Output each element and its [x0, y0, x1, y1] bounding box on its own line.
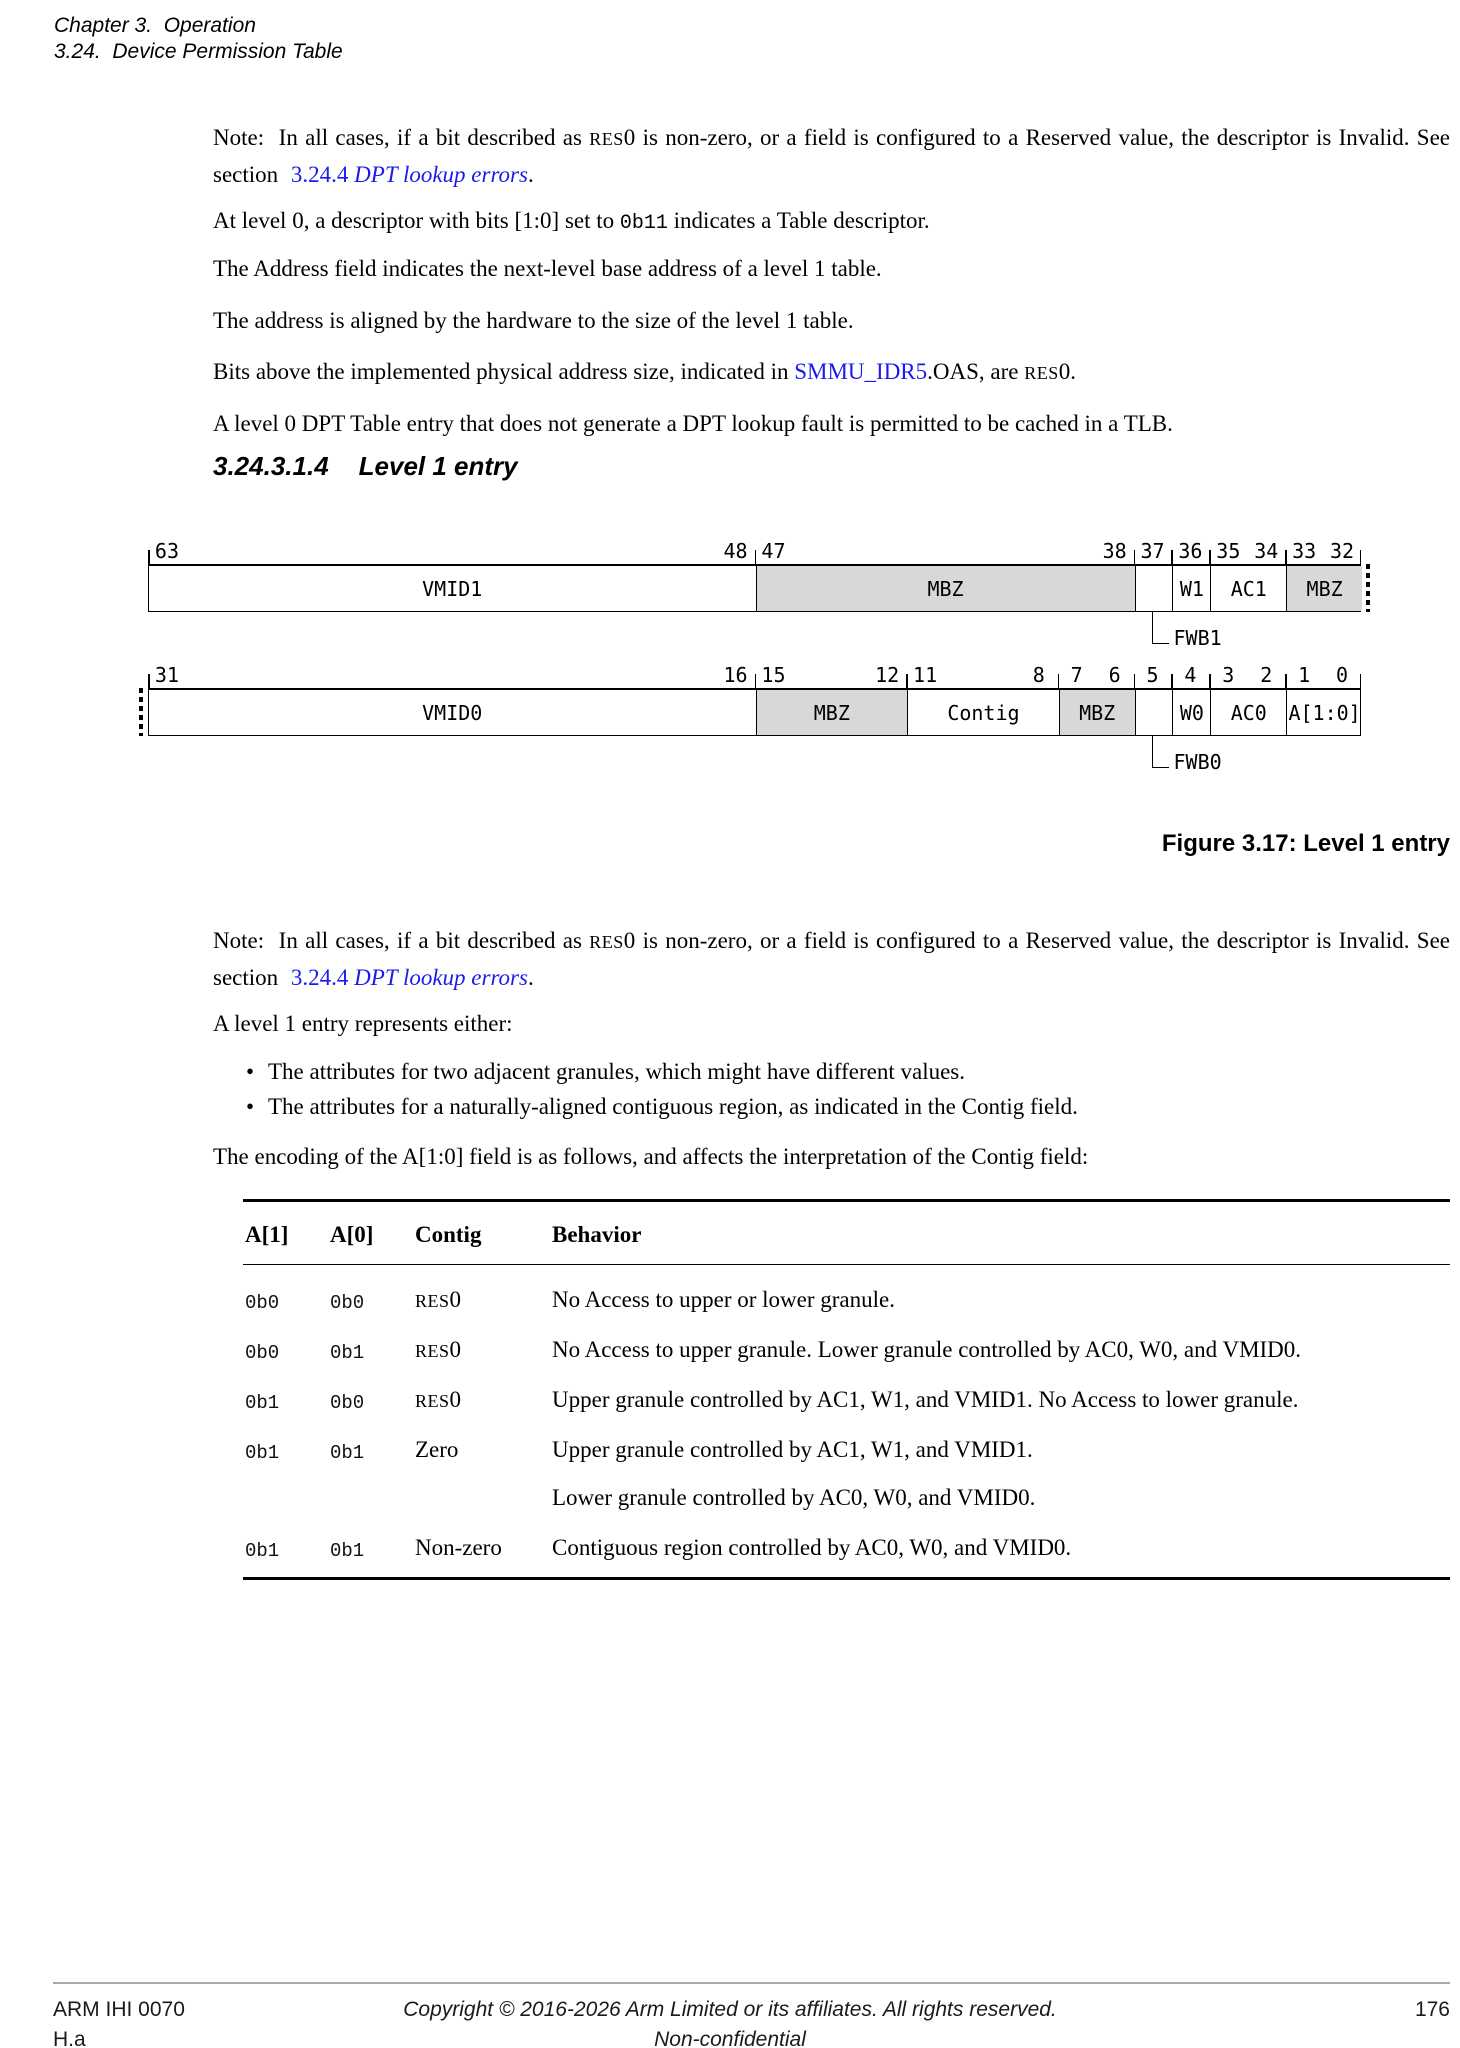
table-header-contig: Contig: [415, 1222, 482, 1247]
paragraph-level0: [213, 203, 930, 241]
bit-number-label: 2: [1260, 663, 1273, 687]
list-item-adjacent-granules: [246, 1054, 965, 1089]
cell-behavior: Lower granule controlled by AC0, W0, and VMID0.: [552, 1485, 1036, 1510]
bullet-icon: •: [246, 1059, 255, 1084]
cell-a1: 0b1: [245, 1442, 280, 1464]
list-item-text: [268, 1094, 1078, 1119]
field-boundary-tick: [148, 550, 150, 564]
cross-reference-link[interactable]: DPT lookup errors: [354, 965, 528, 990]
field-vmid0: VMID0: [422, 700, 483, 725]
callout-line: [1152, 612, 1154, 644]
cell-behavior: No Access to upper or lower granule.: [552, 1287, 895, 1312]
text-segment: 0.: [1058, 359, 1077, 384]
text-segment: .: [527, 965, 534, 990]
callout-line: [1152, 767, 1169, 769]
text-segment: .: [527, 162, 534, 187]
text-segment: RES: [589, 129, 624, 149]
continuation-dashes: [1366, 564, 1370, 612]
paragraph-tlb: [213, 406, 1173, 441]
footer-rule: [53, 1982, 1450, 1984]
note-paragraph: [213, 120, 1456, 192]
cell-behavior: Upper granule controlled by AC1, W1, and VMID1. No Access to lower granule.: [552, 1387, 1299, 1412]
field-boundary-tick: [148, 674, 150, 688]
field-unlabeled: [1135, 566, 1173, 611]
bit-number-label: 12: [875, 663, 900, 687]
text-segment: The encoding of the A[1:0] field is as follows, and affects the interpretation of the Contig field:: [213, 1144, 1089, 1169]
field-vmid1: VMID1: [422, 576, 483, 601]
text-segment: Note: In all cases, if a bit described as: [213, 125, 590, 150]
bit-number-label: 32: [1330, 539, 1355, 563]
section-heading-title: Level 1 entry: [358, 451, 518, 481]
field-ac1: AC1: [1210, 566, 1286, 611]
bit-number-label: 1: [1298, 663, 1311, 687]
bit-number-label: 35: [1216, 539, 1241, 563]
bit-number-label: 31: [154, 663, 179, 687]
list-item-text: [268, 1059, 965, 1084]
field-boundary-tick: [1360, 550, 1362, 564]
cell-behavior: Contiguous region controlled by AC0, W0, and VMID0.: [552, 1535, 1072, 1560]
bit-number-label: 63: [154, 539, 179, 563]
table-header-rule: [243, 1264, 1450, 1265]
bit-number-label: 3: [1222, 663, 1235, 687]
callout-line: [1152, 643, 1169, 645]
bit-number-label: 34: [1254, 539, 1279, 563]
bit-number-label: 6: [1108, 663, 1121, 687]
note-paragraph-2: [213, 923, 1456, 995]
callout-label-fwb0: FWB0: [1173, 750, 1222, 774]
list-item-contiguous-region: [246, 1089, 1078, 1124]
bit-number-label: 36: [1178, 539, 1203, 563]
table-header-a1: A[1]: [245, 1222, 289, 1247]
text-segment: RES: [589, 932, 624, 952]
field-mbz: MBZ: [756, 566, 1135, 611]
paragraph-oas-bits: [213, 354, 1076, 391]
continuation-dashes: [139, 688, 143, 736]
table-header-behavior: Behavior: [552, 1222, 642, 1247]
running-head-section: 3.24. Device Permission Table: [54, 40, 343, 63]
callout-line: [1152, 736, 1154, 768]
table-header-a0: A[0]: [330, 1222, 374, 1247]
field-boundary-tick: [1360, 674, 1362, 688]
bit-number-label: 0: [1336, 663, 1349, 687]
table-top-rule: [243, 1199, 1450, 1202]
text-segment: RES: [415, 1391, 450, 1411]
bit-number-label: 8: [1032, 663, 1045, 687]
text-segment: 0: [449, 1337, 462, 1362]
field-ac0: AC0: [1210, 690, 1286, 735]
text-segment: RES: [415, 1291, 450, 1311]
text-segment: 0: [449, 1287, 462, 1312]
field-boundary-tick: [1285, 674, 1287, 688]
field-boundary-tick: [906, 674, 908, 688]
field-mbz: MBZ: [1059, 690, 1135, 735]
text-segment: Zero: [415, 1437, 459, 1462]
bit-number-label: 5: [1146, 663, 1159, 687]
footer-page-number: 176: [1414, 1998, 1450, 2021]
bit-number-label: 33: [1292, 539, 1317, 563]
bit-number-label: 15: [761, 663, 786, 687]
section-heading-number: 3.24.3.1.4: [213, 451, 329, 481]
field-boundary-tick: [1058, 674, 1060, 688]
text-segment: .OAS, are: [927, 359, 1025, 384]
bit-number-label: 16: [723, 663, 748, 687]
field-boundary-tick: [1134, 550, 1136, 564]
text-segment: The Address field indicates the next-level base address of a level 1 table.: [213, 256, 882, 281]
word-box-bits-31-0: [148, 688, 1361, 736]
text-segment: 0b11: [619, 212, 668, 235]
bit-number-label: 48: [723, 539, 748, 563]
bit-number-label: 38: [1102, 539, 1127, 563]
text-segment: 0 is non-zero, or a field is configured to a Reserved value, the descriptor is Invalid. See section: [213, 928, 1456, 990]
field-mbz: MBZ: [756, 690, 908, 735]
cross-reference-link[interactable]: 3.24.4: [290, 162, 355, 187]
field-boundary-tick: [1285, 550, 1287, 564]
cell-a0: 0b1: [330, 1342, 365, 1364]
field-w1: W1: [1172, 566, 1210, 611]
field-a10: A[1:0]: [1286, 690, 1362, 735]
running-head-chapter: Chapter 3. Operation: [54, 14, 256, 37]
cell-contig: [415, 1437, 458, 1463]
text-segment: The address is aligned by the hardware to the size of the level 1 table.: [213, 308, 854, 333]
cell-contig: [415, 1287, 461, 1313]
footer-copyright: Copyright © 2016-2026 Arm Limited or its affiliates. All rights reserved.: [403, 1998, 1057, 2021]
cell-a0: 0b0: [330, 1392, 365, 1414]
bullet-icon: •: [246, 1094, 255, 1119]
cell-behavior: No Access to upper granule. Lower granule controlled by AC0, W0, and VMID0.: [552, 1337, 1302, 1362]
paragraph-encoding: [213, 1139, 1088, 1174]
field-boundary-tick: [1134, 674, 1136, 688]
section-heading: [213, 451, 518, 482]
cell-a1: 0b1: [245, 1392, 280, 1414]
cell-a1: 0b1: [245, 1540, 280, 1562]
bit-number-label: 11: [913, 663, 938, 687]
text-segment: The attributes for a naturally-aligned contiguous region, as indicated in the Contig field.: [268, 1094, 1078, 1119]
cell-contig: [415, 1535, 502, 1561]
bitfield-diagram: [148, 540, 1362, 782]
cell-a1: 0b0: [245, 1292, 280, 1314]
field-boundary-tick: [1209, 674, 1211, 688]
cross-reference-link[interactable]: 3.24.4: [290, 965, 355, 990]
field-boundary-tick: [1171, 674, 1173, 688]
text-segment: 0 is non-zero, or a field is configured to a Reserved value, the descriptor is Invalid. See section: [213, 125, 1456, 187]
callout-label-fwb1: FWB1: [1173, 626, 1222, 650]
bit-number-label: 47: [761, 539, 786, 563]
bit-number-label: 37: [1140, 539, 1165, 563]
field-contig: Contig: [907, 690, 1059, 735]
cross-reference-link[interactable]: SMMU_IDR5: [794, 359, 928, 384]
cell-contig: [415, 1337, 461, 1363]
text-segment: indicates a Table descriptor.: [667, 208, 930, 233]
text-segment: A level 0 DPT Table entry that does not generate a DPT lookup fault is permitted to be cached in a TLB.: [213, 411, 1173, 436]
text-segment: A level 1 entry represents either:: [213, 1011, 513, 1036]
text-segment: At level 0, a descriptor with bits [1:0] set to: [213, 208, 620, 233]
footer-revision: H.a: [53, 2028, 86, 2048]
text-segment: Note: In all cases, if a bit described as: [213, 928, 590, 953]
text-segment: RES: [415, 1341, 450, 1361]
cell-a1: 0b0: [245, 1342, 280, 1364]
table-bottom-rule: [243, 1577, 1450, 1580]
word-box-bits-63-32: [148, 564, 1361, 612]
text-segment: 0: [449, 1387, 462, 1412]
text-segment: The attributes for two adjacent granules, which might have different values.: [268, 1059, 966, 1084]
text-segment: Non-zero: [415, 1535, 502, 1560]
paragraph-aligned: [213, 303, 854, 338]
cell-a0: 0b1: [330, 1540, 365, 1562]
cell-a0: 0b1: [330, 1442, 365, 1464]
text-segment: RES: [1024, 363, 1059, 383]
figure-caption: Figure 3.17: Level 1 entry: [1161, 830, 1450, 857]
field-boundary-tick: [755, 550, 757, 564]
field-boundary-tick: [1171, 550, 1173, 564]
cell-a0: 0b0: [330, 1292, 365, 1314]
bit-number-label: 4: [1184, 663, 1197, 687]
footer-doc-id: ARM IHI 0070: [53, 1998, 185, 2021]
cell-contig: [415, 1387, 461, 1413]
field-unlabeled: [1135, 690, 1173, 735]
field-boundary-tick: [1209, 550, 1211, 564]
cell-behavior: Upper granule controlled by AC1, W1, and VMID1.: [552, 1437, 1033, 1462]
footer-confidentiality: Non-confidential: [654, 2028, 806, 2048]
cross-reference-link[interactable]: DPT lookup errors: [354, 162, 528, 187]
paragraph-address: [213, 251, 882, 286]
field-w0: W0: [1172, 690, 1210, 735]
text-segment: Bits above the implemented physical address size, indicated in: [213, 359, 795, 384]
field-mbz: MBZ: [1286, 566, 1362, 611]
field-boundary-tick: [755, 674, 757, 688]
paragraph-either: [213, 1006, 513, 1041]
bit-number-label: 7: [1070, 663, 1083, 687]
